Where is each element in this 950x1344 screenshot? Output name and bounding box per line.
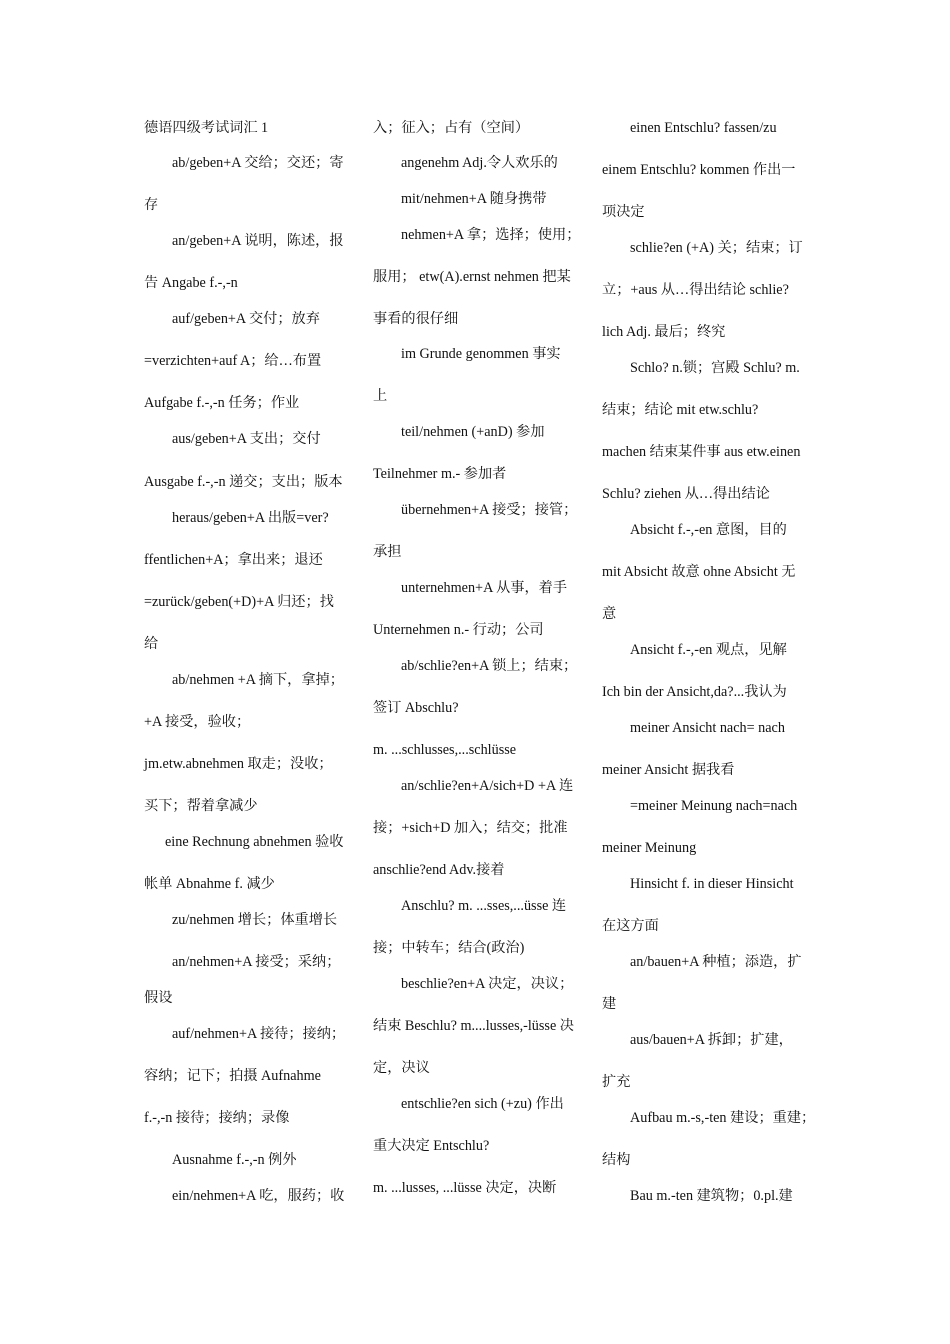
text-line: jm.etw.abnehmen 取走；没收；: [144, 756, 333, 772]
text-line: 买下；帮着拿减少: [144, 798, 258, 814]
text-line: 帐单 Abnahme f. 减少: [144, 876, 275, 892]
text-line: 德语四级考试词汇 1: [144, 120, 269, 136]
text-line: 承担: [373, 544, 402, 560]
text-line: 服用； etw(A).ernst nehmen 把某: [373, 269, 571, 285]
text-line: an/geben+A 说明，陈述，报: [172, 233, 344, 249]
text-line: Schlu? ziehen 从…得出结论: [602, 486, 770, 502]
text-line: ab/schlie?en+A 锁上；结束；: [401, 658, 578, 674]
text-line: Ansicht f.-,-en 观点，见解: [630, 642, 787, 658]
text-line: auf/nehmen+A 接待；接纳；: [172, 1026, 346, 1042]
text-line: an/schlie?en+A/sich+D +A 连: [401, 778, 574, 794]
text-line: übernehmen+A 接受；接管；: [401, 502, 578, 518]
text-line: Ausnahme f.-,-n 例外: [172, 1152, 297, 1168]
text-line: =meiner Meinung nach=nach: [630, 798, 798, 814]
text-line: 扩充: [602, 1074, 631, 1090]
text-line: Absicht f.-,-en 意图，目的: [630, 522, 787, 538]
text-line: 结构: [602, 1152, 631, 1168]
text-line: meiner Ansicht 据我看: [602, 762, 735, 778]
text-line: Hinsicht f. in dieser Hinsicht: [630, 876, 794, 892]
text-line: lich Adj. 最后；终究: [602, 324, 726, 340]
text-line: Aufgabe f.-,-n 任务；作业: [144, 395, 300, 411]
text-line: +A 接受，验收；: [144, 714, 251, 730]
text-line: Teilnehmer m.- 参加者: [373, 466, 507, 482]
text-line: 结束 Beschlu? m....lusses,-lüsse 决: [373, 1018, 574, 1034]
text-line: schlie?en (+A) 关；结束；订: [630, 240, 803, 256]
text-line: Bau m.-ten 建筑物；0.pl.建: [630, 1188, 793, 1204]
text-line: 重大决定 Entschlu?: [373, 1138, 490, 1154]
text-line: eine Rechnung abnehmen 验收: [165, 834, 344, 850]
text-line: zu/nehmen 增长；体重增长: [172, 912, 338, 928]
text-line: im Grunde genommen 事实: [401, 346, 561, 362]
text-line: 建: [602, 996, 617, 1012]
text-line: 签订 Abschlu?: [373, 700, 459, 716]
text-line: meiner Meinung: [602, 840, 697, 856]
text-line: Anschlu? m. ...sses,...üsse 连: [401, 898, 567, 914]
text-line: 入；征入；占有（空间）: [373, 120, 530, 136]
text-line: machen 结束某件事 aus etw.einen: [602, 444, 801, 460]
text-line: Schlo? n.锁；宫殿 Schlu? m.: [630, 360, 800, 376]
text-line: aus/bauen+A 拆卸；扩建，: [630, 1032, 793, 1048]
text-line: 项决定: [602, 204, 645, 220]
text-line: meiner Ansicht nach= nach: [630, 720, 785, 736]
text-line: entschlie?en sich (+zu) 作出: [401, 1096, 564, 1112]
text-line: 接；+sich+D 加入；结交；批准: [373, 820, 568, 836]
text-line: an/bauen+A 种植；添造，扩: [630, 954, 802, 970]
text-line: Unternehmen n.- 行动；公司: [373, 622, 544, 638]
text-line: f.-,-n 接待；接纳；录像: [144, 1110, 290, 1126]
text-line: anschlie?end Adv.接着: [373, 862, 505, 878]
text-line: ffentlichen+A；拿出来；退还: [144, 552, 323, 568]
text-line: 容纳；记下；拍摄 Aufnahme: [144, 1068, 321, 1084]
text-line: 意: [602, 606, 617, 622]
text-line: mit/nehmen+A 随身携带: [401, 191, 547, 207]
text-line: =zurück/geben(+D)+A 归还；找: [144, 594, 334, 610]
text-line: 存: [144, 197, 159, 213]
text-line: Ich bin der Ansicht,da?...我认为: [602, 684, 787, 700]
text-line: 定，决议: [373, 1060, 430, 1076]
text-line: 在这方面: [602, 918, 659, 934]
text-line: einen Entschlu? fassen/zu: [630, 120, 777, 136]
text-line: Aufbau m.-s,-ten 建设；重建；: [630, 1110, 816, 1126]
text-line: nehmen+A 拿；选择；使用；: [401, 227, 581, 243]
text-line: unternehmen+A 从事，着手: [401, 580, 568, 596]
text-line: =verzichten+auf A；给…布置: [144, 353, 322, 369]
text-line: 告 Angabe f.-,-n: [144, 275, 238, 291]
text-line: 结束；结论 mit etw.schlu?: [602, 402, 759, 418]
text-line: 给: [144, 636, 159, 652]
text-line: ein/nehmen+A 吃，服药；收: [172, 1188, 345, 1204]
text-line: 事看的很仔细: [373, 311, 459, 327]
text-line: heraus/geben+A 出版=ver?: [172, 510, 329, 526]
text-line: m. ...schlusses,...schlüsse: [373, 742, 517, 758]
text-line: 假设: [144, 990, 173, 1006]
text-line: mit Absicht 故意 ohne Absicht 无: [602, 564, 796, 580]
text-line: aus/geben+A 支出；交付: [172, 431, 321, 447]
text-line: ab/geben+A 交给；交还；寄: [172, 155, 344, 171]
text-line: beschlie?en+A 决定，决议；: [401, 976, 574, 992]
text-line: 接；中转车；结合(政治): [373, 940, 525, 956]
text-line: 立；+aus 从…得出结论 schlie?: [602, 282, 789, 298]
text-line: ab/nehmen +A 摘下，拿掉；: [172, 672, 344, 688]
text-line: Ausgabe f.-,-n 递交；支出；版本: [144, 474, 343, 490]
text-line: teil/nehmen (+anD) 参加: [401, 424, 545, 440]
text-line: einem Entschlu? kommen 作出一: [602, 162, 796, 178]
text-line: 上: [373, 388, 388, 404]
text-line: an/nehmen+A 接受；采纳；: [172, 954, 341, 970]
text-line: m. ...lusses, ...lüsse 决定，决断: [373, 1180, 557, 1196]
text-line: angenehm Adj.令人欢乐的: [401, 155, 558, 171]
text-line: auf/geben+A 交付；放弃: [172, 311, 320, 327]
